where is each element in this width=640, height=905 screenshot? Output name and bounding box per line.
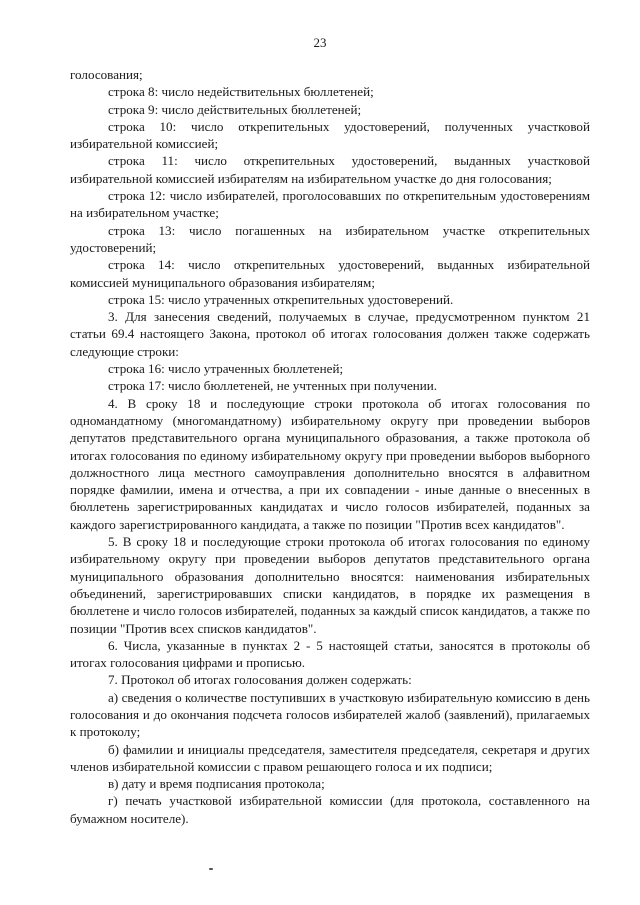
scan-speck	[209, 868, 213, 870]
clause-4: 4. В сроку 18 и последующие строки протокола об итогах голосования по одномандатному (многомандатному) избирательному округу при проведении выборов депутатов представительного органа муниципального образования, а также протокола об итогах голосования по единому избирательному округу при проведении выборов выборного должностного лица местного самоуправления дополнительно вносятся в алфавитном порядке фамилии, имена и отчества, а при их совпадении - иные данные о внесенных в бюллетень зарегистрированных кандидатах и число голосов избирателей, поданных за каждого зарегистрированного кандидата, а также по позиции "Против всех кандидатов".	[70, 395, 590, 532]
clause-5: 5. В сроку 18 и последующие строки протокола об итогах голосования по единому избирательному округу при проведении выборов депутатов представительного органа муниципального образования дополнительно вносятся: наименования избирательных объединений, зарегистрировавших списки кандидатов, в порядке их размещения в бюллетене и число голосов избирателей, поданных за каждый список кандидатов, а также по позиции "Против всех списков кандидатов".	[70, 534, 590, 636]
line-item-14: строка 14: число открепительных удостоверений, выданных избирательной комиссией муниципального образования избирателям;	[70, 257, 590, 290]
line-item-13: строка 13: число погашенных на избирательном участке открепительных удостоверений;	[70, 222, 590, 255]
line-item-12: строка 12: число избирателей, проголосовавших по открепительным удостоверениям на избирательном участке;	[70, 188, 590, 221]
clause-3: 3. Для занесения сведений, получаемых в случае, предусмотренном пунктом 21 статьи 69.4 настоящего Закона, протокол об итогах голосования должен также содержать следующие строки:	[70, 309, 590, 359]
subclause-v: в) дату и время подписания протокола;	[108, 776, 325, 792]
document-body	[70, 66, 590, 827]
subclause-a: а) сведения о количестве поступивших в участковую избирательную комиссию в день голосования и до окончания подсчета голосов избирателей жалоб (заявлений), прилагаемых к протоколу;	[70, 689, 590, 740]
line-item-15: строка 15: число утраченных открепительных удостоверений.	[108, 291, 454, 307]
subclause-g: г) печать участковой избирательной комиссии (для протокола, составленного на бумажном носителе).	[70, 793, 590, 826]
line-item-8: строка 8: число недействительных бюллетеней;	[108, 84, 374, 100]
line-item-17: строка 17: число бюллетеней, не учтенных при получении.	[108, 378, 438, 394]
paragraph-continuation: голосования;	[70, 67, 143, 82]
clause-7: 7. Протокол об итогах голосования должен содержать:	[108, 672, 412, 688]
line-item-16: строка 16: число утраченных бюллетеней;	[108, 361, 344, 377]
line-item-9: строка 9: число действительных бюллетеней;	[108, 101, 362, 117]
line-item-11: строка 11: число открепительных удостоверений, выданных участковой избирательной комиссией избирателям на избирательном участке до дня голосования;	[70, 153, 590, 186]
clause-6: 6. Числа, указанные в пунктах 2 - 5 настоящей статьи, заносятся в протоколы об итогах голосования цифрами и прописью.	[70, 637, 590, 671]
subclause-b: б) фамилии и инициалы председателя, заместителя председателя, секретаря и других членов избирательной комиссии с правом решающего голоса и их подписи;	[70, 741, 590, 774]
line-item-10: строка 10: число открепительных удостоверений, полученных участковой избирательной комиссией;	[70, 118, 590, 152]
page-number: 23	[313, 35, 327, 50]
